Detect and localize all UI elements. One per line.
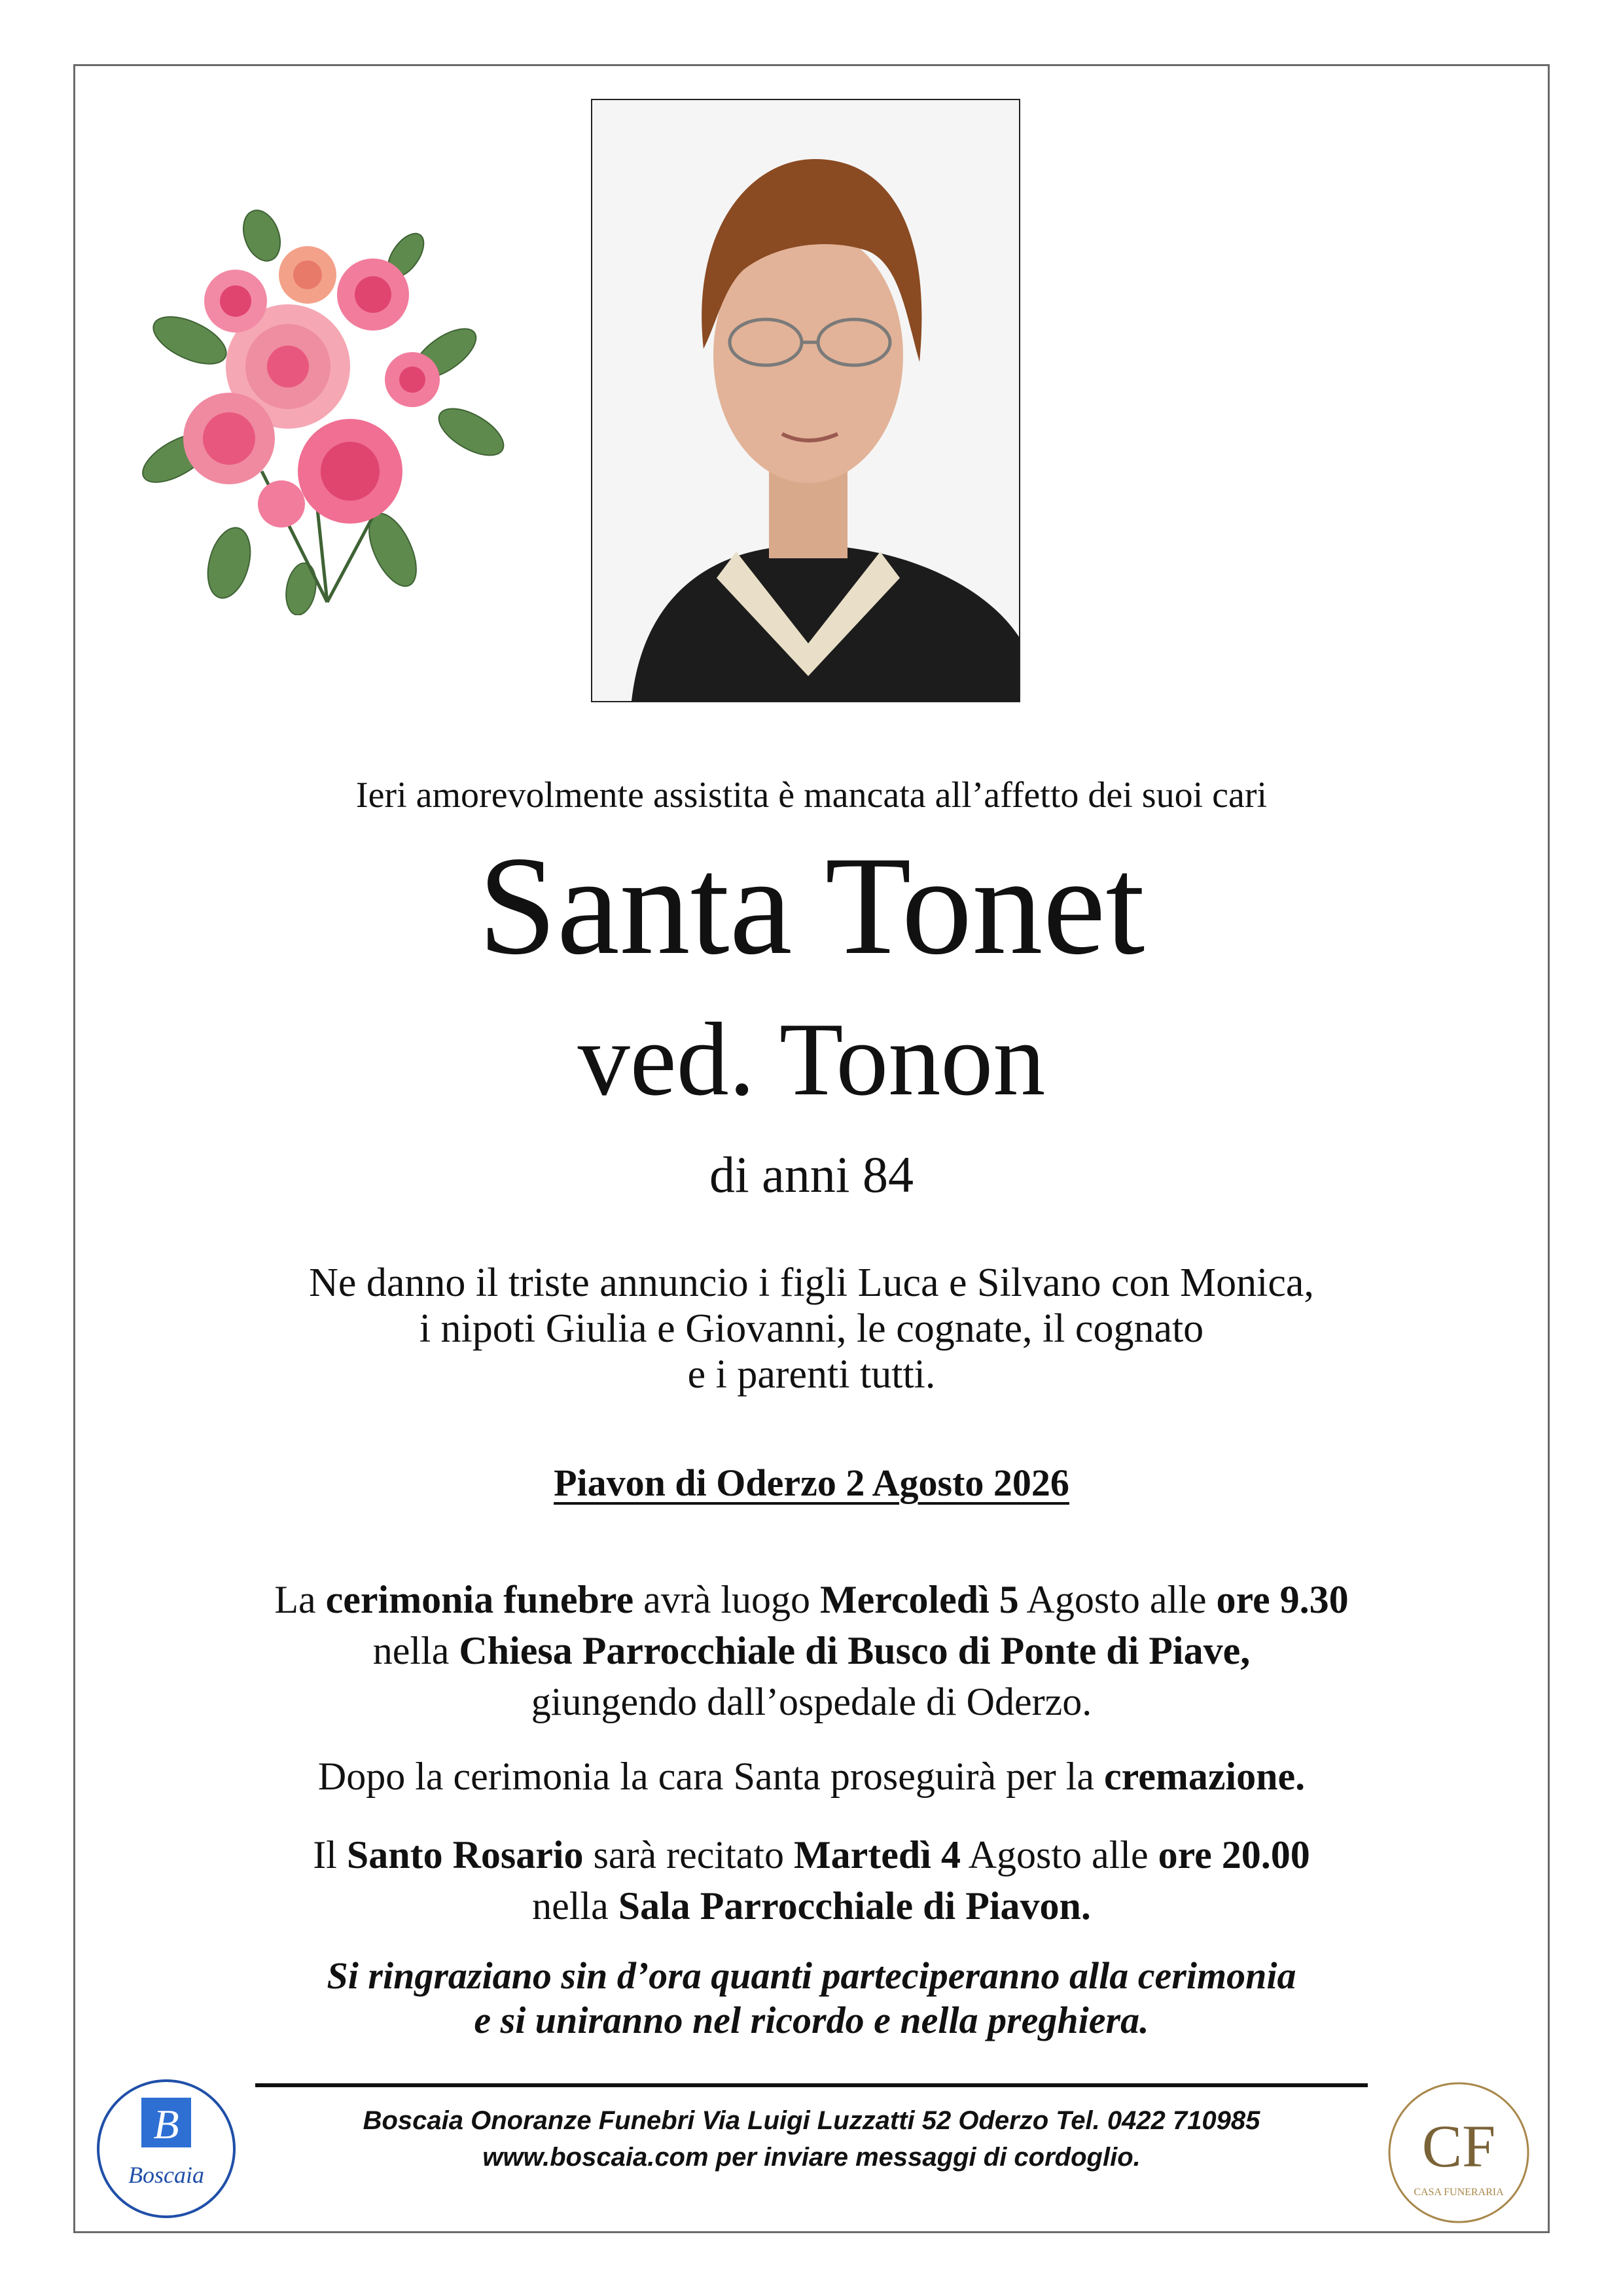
rosary-info <box>73 1829 1550 1931</box>
portrait-photo <box>591 99 1020 702</box>
text-fragment: avrà luogo <box>633 1578 821 1621</box>
text-fragment: Agosto alle <box>1018 1578 1217 1621</box>
ceremony-info <box>73 1574 1550 1727</box>
announcement-line: i nipoti Giulia e Giovanni, le cognate, il cognato <box>419 1306 1204 1351</box>
boscaia-logo-letter: B <box>153 2101 179 2147</box>
footer-website: www.boscaia.com per inviare messaggi di cordoglio. <box>482 2143 1141 2172</box>
announcement-line: Ne danno il triste annuncio i figli Luca e Silvano con Monica, <box>309 1261 1314 1305</box>
rosary-line <box>73 1880 1550 1931</box>
announcement-line: e i parenti tutti. <box>687 1352 936 1397</box>
thanks-line: Si ringraziano sin d’ora quanti parteciperanno alla cerimonia <box>327 1954 1296 1997</box>
text-fragment: Sala Parrocchiale di Piavon. <box>618 1884 1091 1928</box>
text-fragment: cerimonia funebre <box>325 1578 634 1621</box>
footer-address: Boscaia Onoranze Funebri Via Luigi Luzzatti 52 Oderzo Tel. 0422 710985 <box>363 2106 1260 2135</box>
text-fragment: nella <box>532 1884 618 1928</box>
cremation-info <box>73 1754 1550 1799</box>
announcement <box>73 1260 1550 1397</box>
boscaia-logo <box>96 2078 237 2219</box>
intro-text: Ieri amorevolmente assistita è mancata all’affetto dei suoi cari <box>355 775 1268 816</box>
casa-funeraria-mark: CF <box>1421 2113 1496 2179</box>
text-fragment: Il <box>313 1833 347 1876</box>
text-fragment: Agosto alle <box>960 1833 1158 1876</box>
boscaia-logo-text: Boscaia <box>128 2162 204 2188</box>
text-fragment: nella <box>372 1629 459 1672</box>
text-fragment: ore 20.00 <box>1158 1833 1310 1876</box>
text-fragment: Martedì 4 <box>794 1833 961 1876</box>
text-fragment: La <box>274 1578 326 1621</box>
deceased-name: Santa Tonet <box>478 827 1145 984</box>
text-fragment: Santo Rosario <box>346 1833 584 1876</box>
footer-divider <box>255 2083 1368 2087</box>
text-fragment: ore 9.30 <box>1216 1578 1349 1621</box>
text-fragment: Chiesa Parrocchiale di Busco di Ponte di Piave, <box>459 1629 1251 1672</box>
footer-info <box>255 2102 1368 2176</box>
text-fragment: sarà recitato <box>583 1833 794 1876</box>
portrait-image <box>592 100 1019 701</box>
thanks-line: e si uniranno nel ricordo e nella preghiera. <box>474 1999 1149 2041</box>
text-fragment: Mercoledì 5 <box>820 1578 1019 1621</box>
place-date <box>73 1461 1550 1505</box>
casa-funeraria-logo <box>1386 2080 1531 2225</box>
casa-funeraria-text: CASA FUNERARIA <box>1414 2187 1504 2198</box>
age-text: di anni 84 <box>709 1146 914 1203</box>
rose-bouquet-image <box>131 196 524 615</box>
ceremony-line <box>73 1574 1550 1625</box>
text-fragment: Dopo la cerimonia la cara Santa proseguirà per la <box>317 1755 1105 1798</box>
thanks-text <box>73 1954 1550 2043</box>
place-date-text: Piavon di Oderzo 2 Agosto 2026 <box>554 1462 1069 1504</box>
rosary-line <box>73 1829 1550 1880</box>
ceremony-line <box>73 1625 1550 1676</box>
ceremony-line: giungendo dall’ospedale di Oderzo. <box>531 1680 1092 1723</box>
text-fragment: cremazione. <box>1104 1755 1306 1798</box>
widow-of: ved. Tonon <box>577 1001 1046 1117</box>
